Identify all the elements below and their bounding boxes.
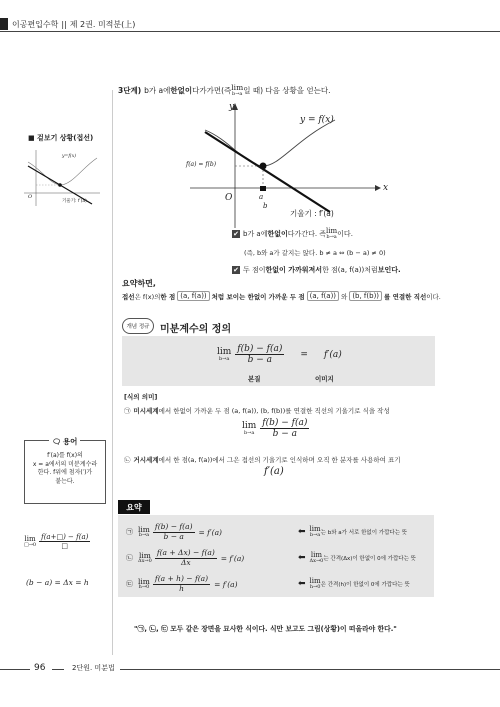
yoyak-row: ㉢ lim h→0 $\frac{f(a + h) - f(a)}{h}$ = f′(a) ⬅ lim h→0 은 간격(h)이 한없이 0에 가깝다는 뜻 [126,573,410,593]
terminology-text: f′(a)를 f(x)의 x = a에서의 미분계수라 한다. f위에 첨자(′)가 붙는다. [32,452,98,486]
page-number: 96 [34,663,46,673]
sidebar-slope-label: 기울기: f′(a) [62,199,87,204]
header-book: 이공편입수학 [12,19,59,29]
step3-text1: b가 a에 [144,85,171,95]
yoyak-row: ㉡ lim Δx→0 $\frac{f(a + \Delta x) - f(a)}{\Delta x}$ = f′(a) ⬅ lim Δx→0 는 간격(Δx)이 한없이 0에 가깝다는 뜻 [126,547,416,567]
header-title [12,18,135,30]
arrow-left-icon: ⬅ [298,527,306,537]
step3-text3: 일 때) 다음 상황을 얻는다. [243,85,331,95]
summary-heading: 요약하면, [122,279,156,288]
main-point [260,163,267,170]
check-icon: ✔ [233,266,239,274]
step3-label: 3단계) [118,85,142,95]
arrow-left-icon: ⬅ [298,579,306,589]
speech-icon: 🗨 [52,437,61,446]
step3-text2: 다가가면(즉 [192,85,232,95]
check-icon: ✔ [233,230,239,238]
page-footer [0,662,500,678]
side-formula: lim □→0 $\frac{f(a+□) - f(a)}{□}$ [24,533,89,551]
meaning-2: ㉡ 거시세계 에서 한 점(a, f(a))에서 그은 접선의 기울기로 인식하며 오직 한 분자를 사용하여 표기 [124,456,401,464]
definition-title: 미분계수의 정의 [160,324,232,335]
definition-badge: 개념 정규 [122,318,154,334]
check-1-note: (즉, b와 a가 같지는 않다. b ≠ a ⇔ (b − a) ≠ 0) [244,249,386,257]
header-bar-left [0,18,8,30]
main-a-label: a [259,193,264,201]
main-curve-label: y = f(x) [300,115,334,125]
main-x-arrow [375,185,381,191]
meaning-2-formula: f′(a) [264,466,284,477]
check-1: ✔ b가 a에 한없이 다가간다. 즉 lim b→a 이다. [233,227,353,240]
side-relation: (b − a) = Δx = h [26,578,89,587]
footer-chapter: 2단원. 미분법 [72,664,115,672]
check-2: ✔ 두 점이 한없이 가까워져서 한 점(a, f(a))처럼 보인다. [233,266,401,274]
step3-lim: lim b→a [231,83,244,97]
footer-rule-left [0,669,30,670]
yoyak-row: ㉠ lim b→a $\frac{f(b) - f(a)}{b - a}$ = f′(a) ⬅ lim b→a 는 b와 a가 서로 한없이 가깝다는 뜻 [126,521,408,541]
sidebar-curve-label: y=f(x) [62,154,77,159]
footer-rule-mid [52,669,64,670]
main-slope-label: 기울기 : f′(a) [290,209,334,218]
page-header [0,18,500,32]
label-essence: 본질 [248,375,261,383]
arrow-left-icon: ⬅ [298,553,306,563]
main-curve [205,120,335,166]
label-image: 이미지 [315,375,334,383]
main-y-label: y [229,102,235,112]
definition-formula: lim b→a $\frac{f(b) - f(a)}{b - a}$ = f′(a) [217,344,342,366]
margin-rule [112,90,113,655]
meaning-title: [식의 의미] [124,393,158,401]
step3-bold: 한없이 [170,85,193,95]
footer-rule-right [120,669,500,670]
main-b-label: b [263,202,268,210]
definition-panel [122,336,435,386]
summary-line: 접선 은 f(x)의 한 점 (a, f(a)) 처럼 보이는 한없이 가까운 두 점 (a, f(a)) 와 (b, f(b)) 를 연결한 직선 이다. [122,292,441,301]
yoyak-footer: "㉠, ㉡, ㉢ 모두 같은 장면을 묘사한 식이다. 식만 보고도 그림(상황)이 떠올라야 한다." [134,625,397,633]
terminology-box [24,437,106,504]
main-point-x [260,186,266,191]
yoyak-badge: 요약 [118,500,150,514]
sidebar-origin-label: O [28,194,33,200]
yoyak-rows [126,519,431,597]
sidebar-graph-title: ■ 겉보기 상황(접선) [28,134,94,142]
main-fa-label: f(a) = f(b) [186,161,217,168]
main-origin-label: O [225,193,233,203]
header-rule [0,31,500,32]
meaning-1-formula: lim b→a $\frac{f(b) - f(a)}{b - a}$ [242,418,308,440]
main-tangent [205,132,330,212]
terminology-title: 🗨 용어 [49,436,80,447]
meaning-1: ㉠ 미시세계 에서 한없이 가까운 두 점 (a, f(a)), (b, f(b))를 연결한 직선의 기울기로 식을 작성 [124,407,390,415]
main-x-label: x [383,183,389,193]
header-sep: || [61,19,67,29]
check1-lim: lim b→a [326,227,338,240]
header-volume: 제 2권. 미적분(上) [69,19,136,29]
step3-line [118,84,331,97]
